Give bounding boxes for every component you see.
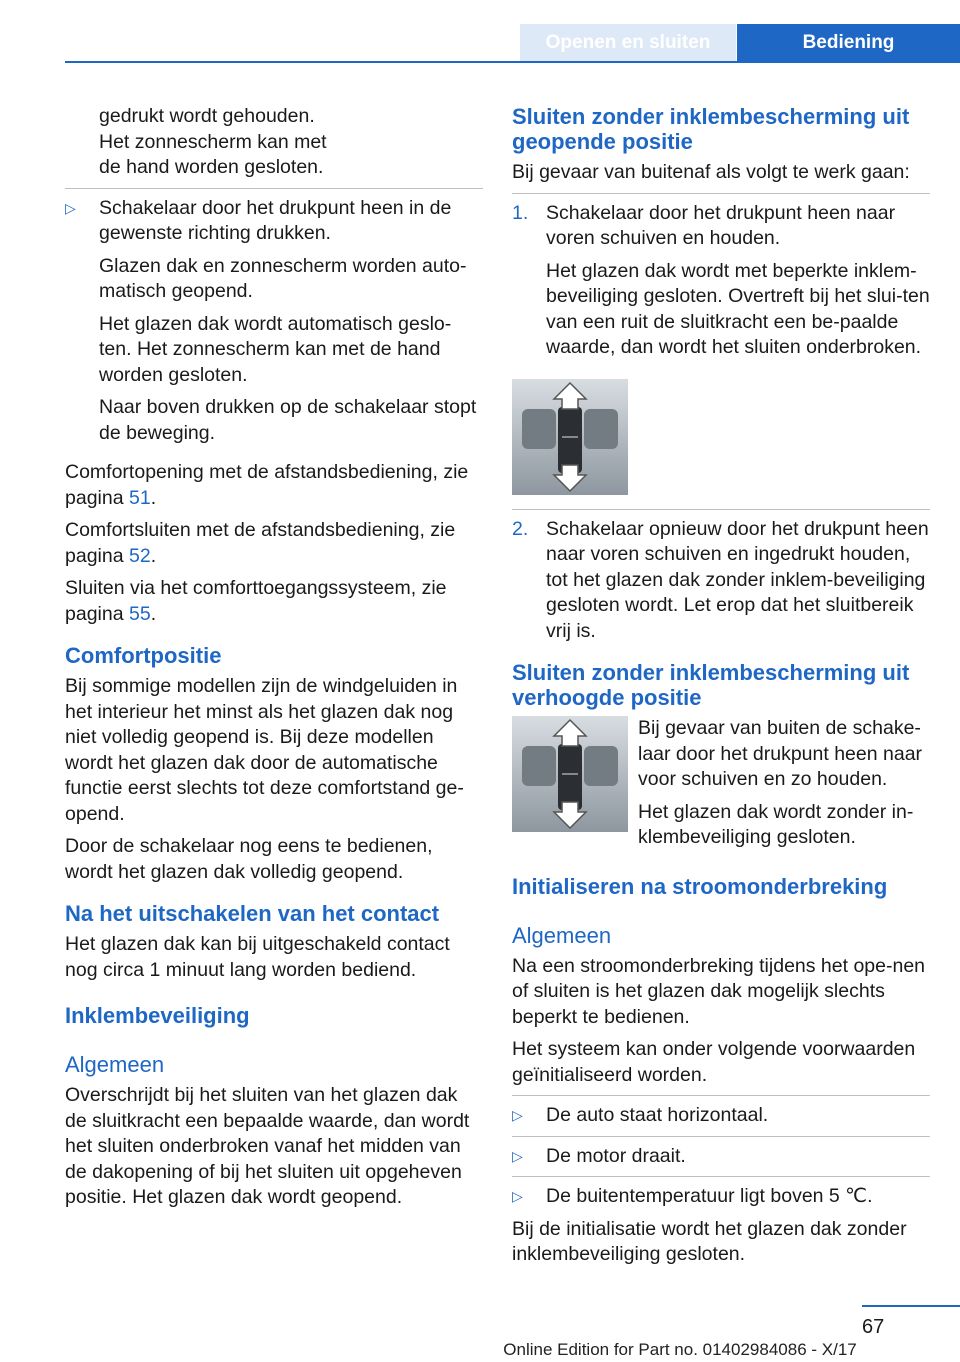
ref-text: Comfortsluiten met de afstandsbediening, zie pagina [65, 519, 456, 567]
list-item [512, 201, 930, 361]
left-column [65, 104, 483, 1218]
bullet-text: De auto staat horizontaal. [546, 1104, 769, 1126]
separator [512, 1095, 930, 1096]
triangle-bullet-icon: ▷ [512, 1147, 523, 1164]
intro-block [65, 104, 483, 181]
paragraph: Bij gevaar van buitenaf als volgt te werk gaan: [512, 161, 910, 183]
list-item [512, 1103, 930, 1129]
step-para: Het glazen dak wordt met beperkte inklem‐beveiliging gesloten. Overtreft bij het slui‐ten van een ruit de sluitkracht een be‐paalde waarde, dan wordt het sluiten onderbroken. [546, 259, 930, 358]
separator [512, 509, 930, 510]
footer-rule [862, 1305, 960, 1307]
page-link-55[interactable]: 55 [128, 602, 151, 625]
heading-algemeen: Algemeen [65, 1052, 165, 1077]
paragraph: Overschrijdt bij het sluiten van het glazen dak de sluitkracht een bepaalde waarde, dan wordt het sluiten onderbroken vanaf het midden van de dakopening of bij het sluiten uit opgeheven positie. Het glazen dak wordt geopend. [65, 1084, 470, 1208]
separator [512, 1136, 930, 1137]
bullet-text: Schakelaar door het drukpunt heen in de gewenste richting drukken. [99, 196, 452, 244]
heading-ignition: Na het uitschakelen van het contact [65, 901, 440, 926]
header-chapter-tab[interactable]: Bediening [737, 24, 960, 62]
separator [65, 188, 483, 189]
bullet-text: De motor draait. [546, 1144, 686, 1167]
list-item [65, 196, 483, 447]
page-number: 67 [862, 1316, 885, 1338]
heading-initialiseren: Initialiseren na stroomonderbreking [512, 873, 888, 899]
ref-paragraph: Comfortsluiten met de afstandsbediening, zie pagina 52. [65, 519, 456, 567]
header-rule [65, 61, 960, 63]
triangle-bullet-icon: ▷ [65, 199, 76, 216]
page-link-52[interactable]: 52 [128, 544, 151, 567]
separator [512, 1176, 930, 1177]
step-number: 2. [512, 517, 529, 540]
paragraph: Het glazen dak wordt zonder in‐klembeveiliging gesloten. [638, 800, 914, 848]
page-link-51[interactable]: 51 [128, 486, 151, 509]
heading-algemeen: Algemeen [512, 922, 612, 948]
heading-inklembeveiliging: Inklembeveiliging [65, 1003, 250, 1028]
list-item [512, 517, 930, 645]
bullet-para: Het glazen dak wordt automatisch geslo‐ten. Het zonnescherm kan met de hand worden gesloten. [99, 312, 452, 386]
intro-line: gedrukt wordt gehouden. [99, 105, 315, 127]
right-column [512, 104, 930, 1275]
triangle-bullet-icon: ▷ [512, 1107, 523, 1123]
paragraph: Bij sommige modellen zijn de windgeluiden in het interieur het minst als het glazen dak nog niet volledig geopend is. Bij deze modellen wordt het glazen dak door de automatische functie eerst slechts tot deze comfortstand ge‐opend. [65, 675, 464, 825]
ref-paragraph: Sluiten via het comforttoegangssysteem, zie pagina 55. [65, 577, 447, 625]
bullet-para: Glazen dak en zonnescherm worden auto‐matisch geopend. [99, 254, 467, 302]
paragraph: Bij de initialisatie wordt het glazen dak zonder inklembeveiliging gesloten. [512, 1217, 907, 1265]
header-section-tab[interactable]: Openen en sluiten [520, 24, 736, 62]
roof-switch-photo [512, 379, 628, 495]
heading-open-position: Sluiten zonder inklembescherming uit geopende positie [512, 104, 910, 154]
ref-text: Sluiten via het comforttoegangssysteem, zie pagina [65, 577, 447, 625]
ref-text: Comfortopening met de afstandsbediening, zie pagina [65, 461, 469, 509]
intro-line: Het zonnescherm kan met [99, 130, 327, 153]
raised-block [512, 716, 930, 858]
switch-image [512, 379, 930, 495]
intro-line: de hand worden gesloten. [99, 156, 324, 178]
step-number: 1. [512, 201, 529, 224]
step-text: Schakelaar opnieuw door het drukpunt heen naar voren schuiven en ingedrukt houden, tot het glazen dak zonder inklem‐beveiliging gesloten wordt. Let erop dat het sluitbereik vrij is. [546, 517, 929, 642]
heading-comfortpositie: Comfortpositie [65, 643, 222, 668]
paragraph: Het systeem kan onder volgende voorwaarden geïnitialiseerd worden. [512, 1038, 916, 1086]
paragraph: Bij gevaar van buiten de schake‐laar door het drukpunt heen naar voor schuiven en zo houden. [638, 717, 923, 790]
paragraph: Door de schakelaar nog eens te bedienen, wordt het glazen dak volledig geopend. [65, 835, 433, 883]
bullet-para: Naar boven drukken op de schakelaar stopt de beweging. [99, 396, 477, 444]
edition-footer: Online Edition for Part no. 01402984086 - X/17 [503, 1340, 857, 1359]
separator [512, 193, 930, 194]
triangle-bullet-icon: ▷ [512, 1188, 523, 1204]
paragraph: Na een stroomonderbreking tijdens het ope‐nen of sluiten is het glazen dak mogelijk slechts beperkt te bedienen. [512, 954, 926, 1028]
ref-paragraph: Comfortopening met de afstandsbediening, zie pagina 51. [65, 461, 469, 509]
step-text: Schakelaar door het drukpunt heen naar voren schuiven en houden. [546, 201, 896, 249]
list-item [512, 1184, 930, 1210]
paragraph: Het glazen dak kan bij uitgeschakeld contact nog circa 1 minuut lang worden bediend. [65, 933, 450, 981]
roof-switch-photo [512, 716, 628, 832]
heading-raised-position: Sluiten zonder inklembescherming uit verhoogde positie [512, 660, 910, 710]
list-item [512, 1144, 930, 1170]
bullet-text: De buitentemperatuur ligt boven 5 ℃. [546, 1185, 873, 1207]
